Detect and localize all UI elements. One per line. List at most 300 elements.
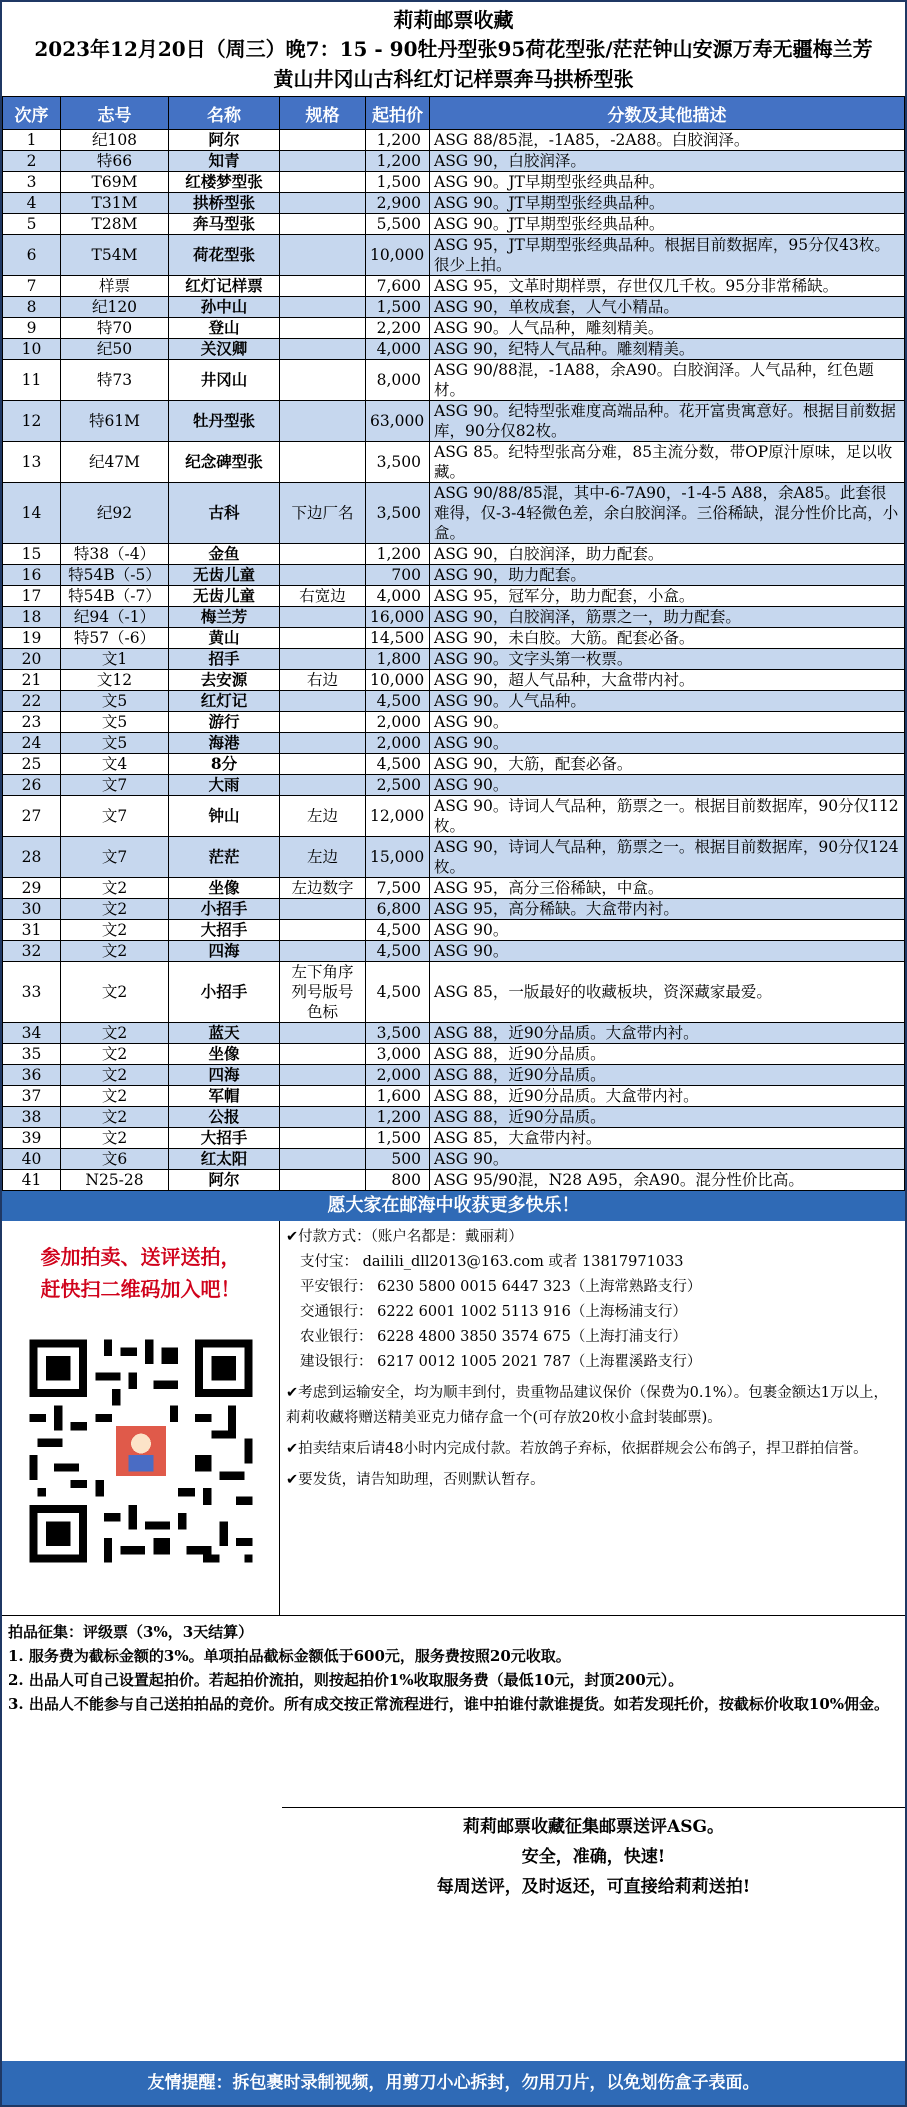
cell-no: 39: [3, 1128, 61, 1149]
cell-price: 500: [366, 1149, 430, 1170]
cell-no: 16: [3, 565, 61, 586]
table-row: [3, 649, 905, 670]
cell-spec: [280, 691, 366, 712]
cell-desc: ASG 88，近90分品质。: [430, 1044, 905, 1065]
table-row: [3, 1128, 905, 1149]
cell-desc: ASG 90。文字头第一枚票。: [430, 649, 905, 670]
cell-name: 关汉卿: [169, 339, 280, 360]
cell-no: 23: [3, 712, 61, 733]
cell-name: 茫茫: [169, 837, 280, 878]
cell-price: 1,200: [366, 130, 430, 151]
cell-price: 3,500: [366, 483, 430, 544]
cell-desc: ASG 90，诗词人气品种，筋票之一。根据目前数据库，90分仅124枚。: [430, 837, 905, 878]
cell-price: 1,500: [366, 172, 430, 193]
rule-item: 3. 出品人不能参与自己送拍拍品的竞价。所有成交按正常流程进行，谁中拍谁付款谁提货。如若发现托价，按截标价收取10%佣金。: [8, 1695, 890, 1713]
cell-no: 36: [3, 1065, 61, 1086]
cell-name: 梅兰芳: [169, 607, 280, 628]
cell-no: 31: [3, 920, 61, 941]
cell-spec: [280, 1065, 366, 1086]
cell-spec: [280, 1086, 366, 1107]
table-row: [3, 235, 905, 276]
cell-spec: [280, 899, 366, 920]
cell-price: 4,500: [366, 691, 430, 712]
cell-desc: ASG 95，文革时期样票，存世仅几千枚。95分非常稀缺。: [430, 276, 905, 297]
table-row: [3, 483, 905, 544]
cell-no: 41: [3, 1170, 61, 1191]
delivery-note: ✔要发货，请告知助理，否则默认暂存。: [286, 1472, 545, 1488]
cell-price: 6,800: [366, 899, 430, 920]
promo-panel: [2, 1221, 280, 1615]
cell-spec: [280, 1170, 366, 1191]
cell-spec: 左下角序列号版号色标: [280, 962, 366, 1023]
cell-code: 特54B（-7）: [61, 586, 169, 607]
cell-name: 四海: [169, 1065, 280, 1086]
sheet-title: 莉莉邮票收藏: [393, 8, 514, 32]
cell-desc: ASG 90，白胶润泽，筋票之一，助力配套。: [430, 607, 905, 628]
cell-code: T28M: [61, 214, 169, 235]
payment-title: ✔付款方式：（账户名都是：戴丽莉）: [286, 1229, 523, 1245]
cell-spec: [280, 339, 366, 360]
cell-price: 10,000: [366, 670, 430, 691]
bank-label: 平安银行：: [300, 1279, 373, 1295]
table-row: [3, 172, 905, 193]
table-row: [3, 565, 905, 586]
table-row: [3, 339, 905, 360]
cell-desc: ASG 90。: [430, 920, 905, 941]
cell-desc: ASG 90，助力配套。: [430, 565, 905, 586]
cell-desc: ASG 90。: [430, 1149, 905, 1170]
cell-price: 4,500: [366, 920, 430, 941]
collection-line-3: 每周送评，及时返还，可直接给莉莉送拍!: [436, 1877, 751, 1897]
table-row: [3, 151, 905, 172]
rule-item: 1. 服务费为截标金额的3%。单项拍品截标金额低于600元，服务费按照20元收取。: [8, 1647, 571, 1665]
cell-spec: [280, 544, 366, 565]
cell-price: 800: [366, 1170, 430, 1191]
cell-code: 样票: [61, 276, 169, 297]
cell-price: 4,000: [366, 586, 430, 607]
table-row: [3, 920, 905, 941]
cell-desc: ASG 90。JT早期型张经典品种。: [430, 214, 905, 235]
cell-code: 文2: [61, 1065, 169, 1086]
cell-spec: [280, 1149, 366, 1170]
table-row: [3, 775, 905, 796]
cell-name: 蓝天: [169, 1023, 280, 1044]
cell-no: 6: [3, 235, 61, 276]
table-row: [3, 754, 905, 775]
table-row: [3, 1107, 905, 1128]
cell-code: 特61M: [61, 401, 169, 442]
cell-name: 黄山: [169, 628, 280, 649]
cell-code: 文7: [61, 837, 169, 878]
table-row: [3, 1170, 905, 1191]
table-row: [3, 1086, 905, 1107]
cell-name: 红灯记样票: [169, 276, 280, 297]
rule-item: 2. 出品人可自己设置起拍价。若起拍价流拍，则按起拍价1%收取服务费（最低10元，封顶200元）。: [8, 1671, 684, 1689]
cell-desc: ASG 90，白胶润泽，助力配套。: [430, 544, 905, 565]
bank-label: 农业银行：: [300, 1329, 373, 1345]
bank-row: [286, 1350, 895, 1375]
cell-name: 大招手: [169, 920, 280, 941]
cell-spec: [280, 172, 366, 193]
payment-panel: [280, 1221, 905, 1615]
cell-desc: ASG 95，JT早期型张经典品种。根据目前数据库，95分仅43枚。很少上拍。: [430, 235, 905, 276]
bank-row: [286, 1325, 895, 1350]
cell-no: 29: [3, 878, 61, 899]
cell-desc: ASG 95/90混，N28 A95，余A90。混分性价比高。: [430, 1170, 905, 1191]
auction-date-line: 2023年12月20日（周三）晚7：15 - 90牡丹型张95荷花型张/茫茫钟山安源万寿无疆梅兰芳: [34, 37, 873, 61]
cell-desc: ASG 88，近90分品质。: [430, 1065, 905, 1086]
cell-code: 文7: [61, 775, 169, 796]
table-row: [3, 878, 905, 899]
cell-no: 30: [3, 899, 61, 920]
col-header-price: 起拍价: [366, 97, 430, 130]
cell-desc: ASG 90，超人气品种，大盒带内衬。: [430, 670, 905, 691]
table-row: [3, 1023, 905, 1044]
cell-no: 13: [3, 442, 61, 483]
cell-name: 荷花型张: [169, 235, 280, 276]
table-row: [3, 401, 905, 442]
cell-code: 文2: [61, 1128, 169, 1149]
cell-no: 34: [3, 1023, 61, 1044]
table-row: [3, 837, 905, 878]
col-header-desc: 分数及其他描述: [430, 97, 905, 130]
bank-account[interactable]: 6217 0012 1005 2021 787（上海瞿溪路支行）: [377, 1354, 702, 1370]
cell-name: 阿尔: [169, 130, 280, 151]
cell-no: 37: [3, 1086, 61, 1107]
table-row: [3, 1149, 905, 1170]
cell-spec: [280, 941, 366, 962]
cell-price: 3,500: [366, 442, 430, 483]
cell-desc: ASG 88，近90分品质。大盒带内衬。: [430, 1023, 905, 1044]
cell-code: 文2: [61, 899, 169, 920]
alipay-label: 支付宝：: [300, 1254, 358, 1270]
cell-desc: ASG 88，近90分品质。大盒带内衬。: [430, 1086, 905, 1107]
table-row: [3, 586, 905, 607]
cell-spec: 右宽边: [280, 586, 366, 607]
cell-no: 4: [3, 193, 61, 214]
table-row: [3, 712, 905, 733]
cell-no: 2: [3, 151, 61, 172]
cell-spec: [280, 214, 366, 235]
cell-name: 无齿儿童: [169, 586, 280, 607]
cell-price: 2,500: [366, 775, 430, 796]
cell-no: 19: [3, 628, 61, 649]
cell-code: 文1: [61, 649, 169, 670]
alipay-account[interactable]: dailili_dll2013@163.com 或者 13817971033: [362, 1254, 684, 1270]
cell-code: 特38（-4）: [61, 544, 169, 565]
cell-name: 海港: [169, 733, 280, 754]
cell-spec: [280, 276, 366, 297]
bank-account[interactable]: 6228 4800 3850 3574 675（上海打浦支行）: [377, 1329, 687, 1345]
promo-line-1: 参加拍卖、送评送拍，: [40, 1245, 241, 1269]
cell-spec: [280, 649, 366, 670]
table-row: [3, 670, 905, 691]
table-row: [3, 360, 905, 401]
cell-spec: [280, 401, 366, 442]
cell-desc: ASG 90。人气品种，雕刻精美。: [430, 318, 905, 339]
col-header-code: 志号: [61, 97, 169, 130]
info-section: [2, 1221, 905, 1616]
cell-price: 4,500: [366, 754, 430, 775]
table-row: [3, 442, 905, 483]
cell-code: 文7: [61, 796, 169, 837]
cell-code: 文2: [61, 941, 169, 962]
cell-desc: ASG 90。人气品种。: [430, 691, 905, 712]
table-row: [3, 796, 905, 837]
table-row: [3, 607, 905, 628]
cell-desc: ASG 90。: [430, 941, 905, 962]
cell-code: 文2: [61, 1044, 169, 1065]
cell-no: 10: [3, 339, 61, 360]
cell-no: 12: [3, 401, 61, 442]
cell-spec: [280, 607, 366, 628]
cell-spec: [280, 1023, 366, 1044]
cell-code: 纪94（-1）: [61, 607, 169, 628]
cell-price: 2,000: [366, 733, 430, 754]
cell-desc: ASG 90，纪特人气品种。雕刻精美。: [430, 339, 905, 360]
cell-spec: [280, 151, 366, 172]
cell-code: 文6: [61, 1149, 169, 1170]
cell-spec: [280, 775, 366, 796]
cell-desc: ASG 90。JT早期型张经典品种。: [430, 172, 905, 193]
cell-price: 5,500: [366, 214, 430, 235]
cell-no: 27: [3, 796, 61, 837]
cell-code: 文2: [61, 1107, 169, 1128]
cell-desc: ASG 90。诗词人气品种，筋票之一。根据目前数据库，90分仅112枚。: [430, 796, 905, 837]
header: [2, 2, 905, 96]
cell-name: 奔马型张: [169, 214, 280, 235]
cell-name: 井冈山: [169, 360, 280, 401]
cell-desc: ASG 90，单枚成套，人气小精品。: [430, 297, 905, 318]
cell-name: 牡丹型张: [169, 401, 280, 442]
cell-price: 10,000: [366, 235, 430, 276]
bank-label: 建设银行：: [300, 1354, 373, 1370]
cell-name: 纪念碑型张: [169, 442, 280, 483]
table-row: [3, 1065, 905, 1086]
cell-price: 1,200: [366, 151, 430, 172]
cell-price: 1,800: [366, 649, 430, 670]
table-row: [3, 628, 905, 649]
cell-name: 红灯记: [169, 691, 280, 712]
cell-code: 特66: [61, 151, 169, 172]
cell-no: 7: [3, 276, 61, 297]
cell-desc: ASG 90。: [430, 733, 905, 754]
cell-spec: [280, 565, 366, 586]
cell-no: 8: [3, 297, 61, 318]
cell-desc: ASG 90。: [430, 775, 905, 796]
cell-spec: [280, 442, 366, 483]
table-header-row: [3, 97, 905, 130]
auction-items-line: 黄山井冈山古科红灯记样票奔马拱桥型张: [273, 67, 634, 91]
cell-name: 红太阳: [169, 1149, 280, 1170]
table-row: [3, 318, 905, 339]
cell-no: 40: [3, 1149, 61, 1170]
table-row: [3, 1044, 905, 1065]
cell-spec: [280, 920, 366, 941]
cell-desc: ASG 90。JT早期型张经典品种。: [430, 193, 905, 214]
cell-price: 1,500: [366, 1128, 430, 1149]
cell-spec: 左边: [280, 796, 366, 837]
cell-price: 12,000: [366, 796, 430, 837]
cell-code: N25-28: [61, 1170, 169, 1191]
cell-spec: [280, 318, 366, 339]
cell-spec: [280, 297, 366, 318]
cell-name: 登山: [169, 318, 280, 339]
cell-desc: ASG 85，大盒带内衬。: [430, 1128, 905, 1149]
cell-desc: ASG 88/85混，-1A85，-2A88。白胶润泽。: [430, 130, 905, 151]
cell-no: 25: [3, 754, 61, 775]
cell-price: 16,000: [366, 607, 430, 628]
cell-no: 1: [3, 130, 61, 151]
cell-code: 纪120: [61, 297, 169, 318]
cell-desc: ASG 85。纪特型张高分难，85主流分数，带OP原汁原味，足以收藏。: [430, 442, 905, 483]
cell-desc: ASG 90，白胶润泽。: [430, 151, 905, 172]
cell-price: 1,600: [366, 1086, 430, 1107]
cell-no: 22: [3, 691, 61, 712]
cell-name: 8分: [169, 754, 280, 775]
cell-name: 古科: [169, 483, 280, 544]
bank-account[interactable]: 6222 6001 1002 5113 916（上海杨浦支行）: [377, 1304, 687, 1320]
cell-name: 无齿儿童: [169, 565, 280, 586]
cell-spec: [280, 235, 366, 276]
cell-price: 1,500: [366, 297, 430, 318]
cell-code: 文2: [61, 1086, 169, 1107]
cell-no: 24: [3, 733, 61, 754]
cell-spec: 左边数字: [280, 878, 366, 899]
cell-desc: ASG 95，高分稀缺。大盒带内衬。: [430, 899, 905, 920]
cell-code: 文5: [61, 712, 169, 733]
cell-name: 军帽: [169, 1086, 280, 1107]
payment-info: [286, 1225, 895, 1375]
cell-name: 小招手: [169, 899, 280, 920]
cell-price: 7,600: [366, 276, 430, 297]
alipay-row: [286, 1250, 895, 1275]
cell-name: 去安源: [169, 670, 280, 691]
cell-desc: ASG 95，高分三俗稀缺，中盒。: [430, 878, 905, 899]
cell-name: 阿尔: [169, 1170, 280, 1191]
cell-desc: ASG 88，近90分品质。: [430, 1107, 905, 1128]
table-row: [3, 297, 905, 318]
cell-name: 公报: [169, 1107, 280, 1128]
cell-no: 9: [3, 318, 61, 339]
cell-price: 1,200: [366, 544, 430, 565]
cell-code: 文2: [61, 878, 169, 899]
cell-price: 2,000: [366, 1065, 430, 1086]
cell-no: 5: [3, 214, 61, 235]
cell-no: 32: [3, 941, 61, 962]
bank-label: 交通银行：: [300, 1304, 373, 1320]
cell-spec: [280, 193, 366, 214]
cell-price: 15,000: [366, 837, 430, 878]
col-header-no: 次序: [3, 97, 61, 130]
cell-price: 7,500: [366, 878, 430, 899]
table-row: [3, 962, 905, 1023]
cell-desc: ASG 90，未白胶。大筋。配套必备。: [430, 628, 905, 649]
cell-spec: [280, 1044, 366, 1065]
table-row: [3, 733, 905, 754]
cell-no: 33: [3, 962, 61, 1023]
shipping-note: ✔考虑到运输安全，均为顺丰到付，贵重物品建议保价（保费为0.1%）。包裹金额达1万以上，莉莉收藏将赠送精美亚克力储存盒一个(可存放20枚小盒封装邮票)。: [286, 1385, 888, 1426]
table-row: [3, 276, 905, 297]
col-header-spec: 规格: [280, 97, 366, 130]
table-row: [3, 899, 905, 920]
cell-code: 纪108: [61, 130, 169, 151]
table-row: [3, 941, 905, 962]
cell-spec: 右边: [280, 670, 366, 691]
cell-desc: ASG 90/88/85混，其中-6-7A90，-1-4-5 A88，余A85。此套很难得，仅-3-4轻微色差，余白胶润泽。三俗稀缺，混分性价比高，小盒。: [430, 483, 905, 544]
cell-spec: [280, 628, 366, 649]
cell-name: 坐像: [169, 878, 280, 899]
cell-spec: [280, 360, 366, 401]
table-row: [3, 130, 905, 151]
cell-code: 文5: [61, 691, 169, 712]
payment-deadline-note: ✔拍卖结束后请48小时内完成付款。若放鸽子弃标，依据群规会公布鸽子，捍卫群拍信誉。: [286, 1441, 868, 1457]
cell-code: 文4: [61, 754, 169, 775]
friendly-reminder: 友情提醒：拆包裹时录制视频，用剪刀小心拆封，勿用刀片，以免划伤盒子表面。: [2, 2061, 905, 2105]
cell-spec: 左边: [280, 837, 366, 878]
cell-no: 18: [3, 607, 61, 628]
cell-spec: [280, 130, 366, 151]
lot-table: [2, 96, 905, 1191]
cell-name: 知青: [169, 151, 280, 172]
cell-spec: [280, 1107, 366, 1128]
cell-code: 特57（-6）: [61, 628, 169, 649]
bank-row: [286, 1275, 895, 1300]
rules-title: 拍品征集：评级票（3%，3天结算）: [8, 1623, 254, 1641]
cell-no: 11: [3, 360, 61, 401]
collection-line-1: 莉莉邮票收藏征集邮票送评ASG。: [463, 1817, 724, 1837]
col-header-name: 名称: [169, 97, 280, 130]
cell-desc: ASG 90。: [430, 712, 905, 733]
cell-price: 3,500: [366, 1023, 430, 1044]
cell-price: 4,500: [366, 962, 430, 1023]
cell-price: 2,900: [366, 193, 430, 214]
cell-no: 21: [3, 670, 61, 691]
cell-name: 金鱼: [169, 544, 280, 565]
collection-line-2: 安全，准确，快速!: [521, 1847, 666, 1867]
cell-name: 游行: [169, 712, 280, 733]
cell-desc: ASG 85，一版最好的收藏板块，资深藏家最爱。: [430, 962, 905, 1023]
cell-code: T69M: [61, 172, 169, 193]
cell-code: 特70: [61, 318, 169, 339]
cell-desc: ASG 90，大筋，配套必备。: [430, 754, 905, 775]
cell-code: 纪92: [61, 483, 169, 544]
cell-price: 8,000: [366, 360, 430, 401]
cell-code: 纪47M: [61, 442, 169, 483]
cell-no: 17: [3, 586, 61, 607]
bank-account[interactable]: 6230 5800 0015 6447 323（上海常熟路支行）: [377, 1279, 702, 1295]
cell-name: 孙中山: [169, 297, 280, 318]
table-row: [3, 214, 905, 235]
table-row: [3, 544, 905, 565]
qr-code-icon[interactable]: [21, 1331, 261, 1571]
cell-name: 大雨: [169, 775, 280, 796]
cell-no: 15: [3, 544, 61, 565]
cell-price: 700: [366, 565, 430, 586]
cell-code: 文2: [61, 962, 169, 1023]
cell-no: 28: [3, 837, 61, 878]
cell-code: 文2: [61, 1023, 169, 1044]
cell-price: 63,000: [366, 401, 430, 442]
cell-spec: [280, 733, 366, 754]
cell-no: 26: [3, 775, 61, 796]
cell-name: 拱桥型张: [169, 193, 280, 214]
cell-spec: [280, 754, 366, 775]
cell-no: 38: [3, 1107, 61, 1128]
lot-table-body: [3, 130, 905, 1191]
cell-price: 1,200: [366, 1107, 430, 1128]
cell-desc: ASG 95，冠军分，助力配套，小盒。: [430, 586, 905, 607]
